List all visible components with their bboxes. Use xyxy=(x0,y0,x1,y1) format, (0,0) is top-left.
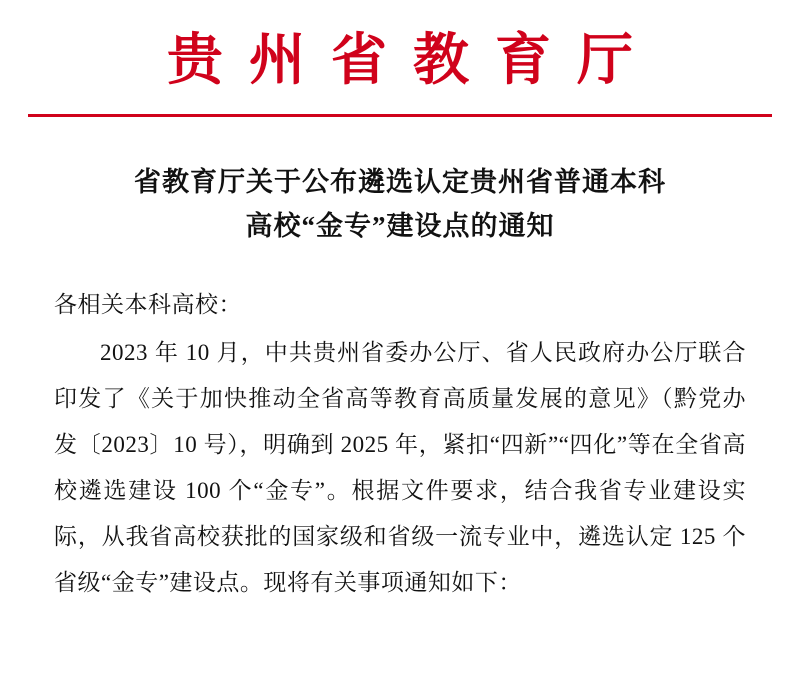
document-title-line-2: 高校“金专”建设点的通知 xyxy=(245,210,555,241)
body-paragraph-1: 2023 年 10 月，中共贵州省委办公厅、省人民政府办公厅联合印发了《关于加快推动全省高等教育高质量发展的意见》（黔党办发〔2023〕10 号），明确到 2025 年，紧扣“四新”“四化”等在全省高校遴选建设 100 个“金专”。根据文件要求，结合我省专业建设实际，从我省高校获批的国家级和省级一流专业中，遴选认定 125 个省级“金专”建设点。现将有关事项通知如下： xyxy=(54,339,746,595)
letterhead-divider xyxy=(28,114,772,117)
document-body xyxy=(54,282,746,606)
document-title-line-1: 省教育厅关于公布遴选认定贵州省普通本科 xyxy=(134,167,666,198)
document-title xyxy=(70,161,730,247)
issuing-organization-title: 贵州省教育厅 xyxy=(167,27,659,93)
salutation: 各相关本科高校： xyxy=(54,291,242,317)
letterhead xyxy=(0,0,800,117)
